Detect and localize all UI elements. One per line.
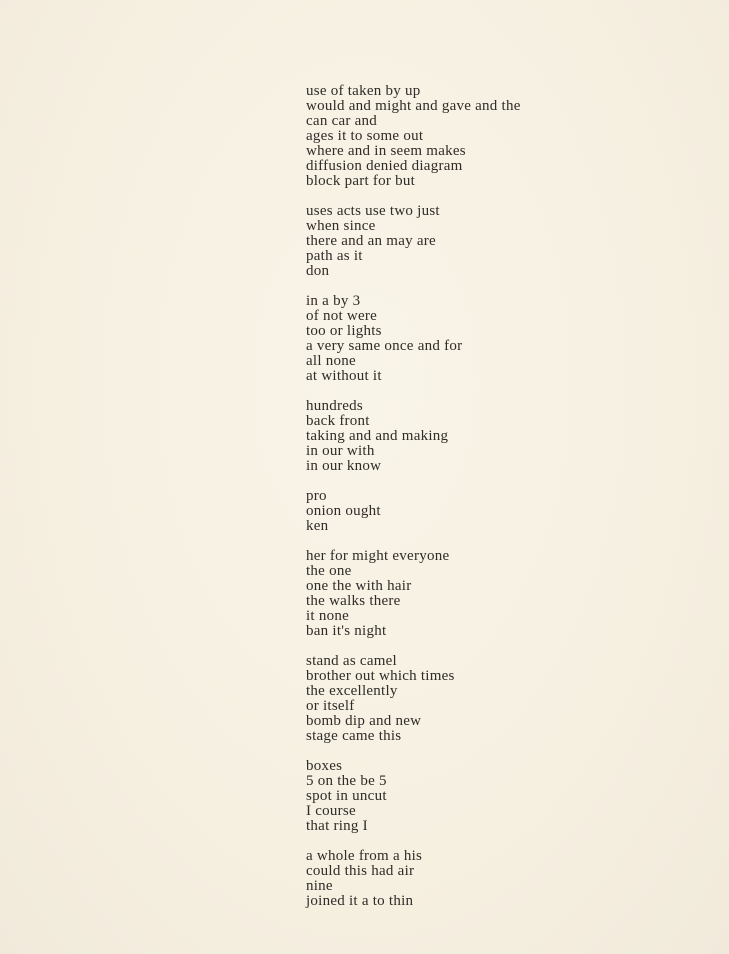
poem-line: stand as camel [306,653,397,669]
poem-line: the one [306,563,352,579]
poem-line: when since [306,218,376,234]
poem-line: ages it to some out [306,128,424,144]
poem-line: path as it [306,248,363,264]
poem-line: where and in seem makes [306,143,466,159]
poem-line: all none [306,353,356,369]
poem-line: bomb dip and new [306,713,422,729]
poem-line: don [306,263,330,279]
stanza [306,549,626,639]
poem-line: her for might everyone [306,548,450,564]
stanza [306,849,626,909]
poem-line: in our with [306,443,375,459]
poem-line: block part for but [306,173,416,189]
poem-line: onion ought [306,503,381,519]
poem-line: 5 on the be 5 [306,773,387,789]
poem-line: can car and [306,113,378,129]
poem-line: pro [306,488,327,504]
poem-line: of not were [306,308,378,324]
poem-line: diffusion denied diagram [306,158,463,174]
poem-line: one the with hair [306,578,412,594]
poem-line: or itself [306,698,355,714]
poem-line: ken [306,518,329,534]
poem-line: brother out which times [306,668,455,684]
poem-line: it none [306,608,349,624]
poem-line: boxes [306,758,343,774]
poem-line: hundreds [306,398,363,414]
poem-line: in a by 3 [306,293,361,309]
poem-line: uses acts use two just [306,203,440,219]
poem-line: too or lights [306,323,382,339]
poem-line: that ring I [306,818,368,834]
poem-line: the excellently [306,683,398,699]
poem-line: use of taken by up [306,83,421,99]
poem-line: ban it's night [306,623,387,639]
poem-line: in our know [306,458,382,474]
stanza [306,399,626,474]
poem-line: back front [306,413,370,429]
stanza [306,84,626,189]
poem-line: a very same once and for [306,338,463,354]
poem-line: stage came this [306,728,402,744]
poem-line: would and might and gave and the [306,98,521,114]
poem-line: could this had air [306,863,415,879]
poem-line: taking and and making [306,428,449,444]
poem-line: the walks there [306,593,401,609]
stanza [306,489,626,534]
poem-line: nine [306,878,333,894]
poem-line: at without it [306,368,382,384]
stanza [306,759,626,834]
poem-line: spot in uncut [306,788,387,804]
poem-line: there and an may are [306,233,436,249]
poem-line: joined it a to thin [306,893,414,909]
poem [306,84,626,924]
poem-line: I course [306,803,356,819]
stanza [306,654,626,744]
stanza [306,294,626,384]
stanza [306,204,626,279]
poem-line: a whole from a his [306,848,423,864]
